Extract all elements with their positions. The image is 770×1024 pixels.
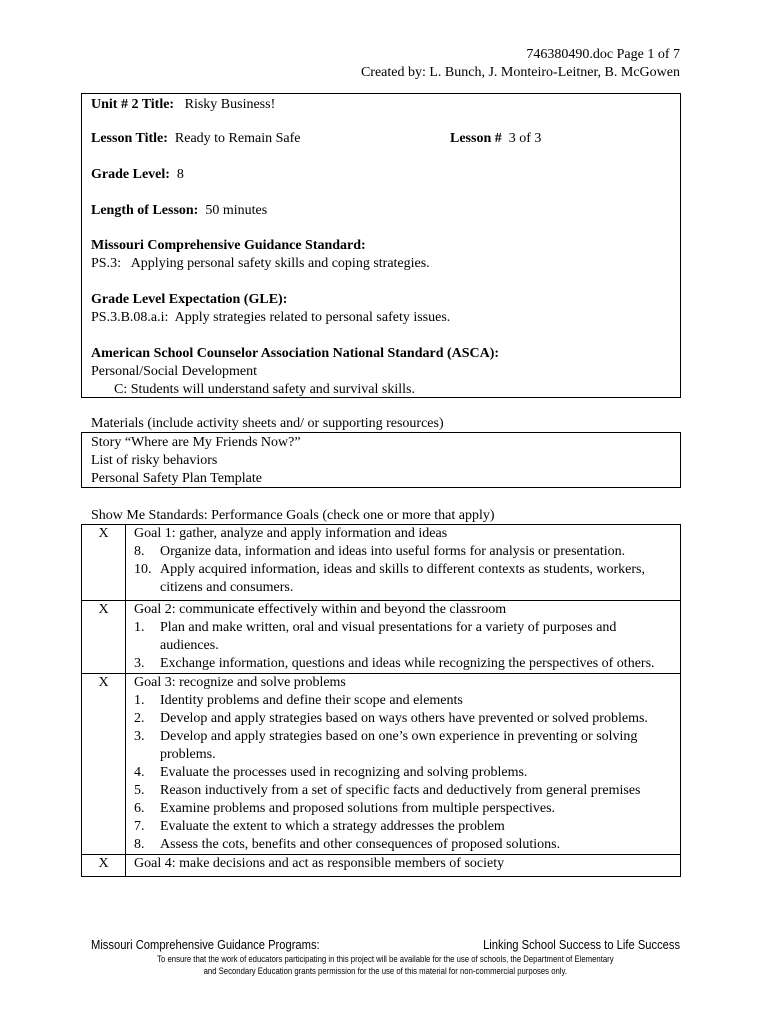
goal-item <box>134 782 676 800</box>
goal-content <box>126 674 681 855</box>
materials-item: Story “Where are My Friends Now?” <box>91 435 301 450</box>
created-by: Created by: L. Bunch, J. Monteiro-Leitner, B. McGowen <box>360 65 680 80</box>
asca-standard: C: Students will understand safety and survival skills. <box>114 382 415 397</box>
goal-item-number: 2. <box>134 711 145 726</box>
goal-title: Goal 4: make decisions and act as responsible members of society <box>134 856 505 871</box>
goal-item-text: Identity problems and define their scope and elements <box>160 693 463 708</box>
goal-item-number: 8. <box>134 544 145 559</box>
lesson-length-label: Length of Lesson: <box>91 203 199 218</box>
goal-item-number: 6. <box>134 801 145 816</box>
goal-item <box>134 710 676 728</box>
goal-item-number: 3. <box>134 656 145 671</box>
lesson-title-value: Ready to Remain Safe <box>174 131 301 146</box>
unit-title-label: Unit # 2 Title: <box>91 97 175 112</box>
goal-content <box>126 601 681 674</box>
goal-item-text: Reason inductively from a set of specific facts and deductively from general premises <box>160 783 641 798</box>
goal-item-number: 7. <box>134 819 145 834</box>
goal-item-text: Plan and make written, oral and visual presentations for a variety of purposes and audiences. <box>160 620 617 653</box>
goal-item <box>134 561 676 597</box>
lesson-length-value: 50 minutes <box>205 203 268 218</box>
goal-item-text: Organize data, information and ideas into useful forms for analysis or presentation. <box>160 544 626 559</box>
goal-item <box>134 655 676 673</box>
goal-item-text: Apply acquired information, ideas and skills to different contexts as students, workers, citizens and consumers. <box>160 562 645 595</box>
goal-item <box>134 728 676 764</box>
unit-title-value: Risky Business! <box>184 97 276 112</box>
doc-page-info: 746380490.doc Page 1 of 7 <box>526 47 680 62</box>
goal-item <box>134 619 676 655</box>
goal-check-mark: X <box>82 674 126 855</box>
mcgs-label: Missouri Comprehensive Guidance Standard: <box>91 238 366 253</box>
goal-row <box>82 601 681 674</box>
goal-check-mark: X <box>82 601 126 674</box>
goal-title: Goal 3: recognize and solve problems <box>134 675 346 690</box>
gle-label: Grade Level Expectation (GLE): <box>91 292 288 307</box>
notice-text: and Secondary Education grants permission for the use of this material for non-commercial purposes only. <box>203 966 567 976</box>
goal-item-text: Develop and apply strategies based on one’s own experience in preventing or solving problems. <box>160 729 638 762</box>
goal-item-number: 5. <box>134 783 145 798</box>
goal-item <box>134 692 676 710</box>
goal-item-text: Exchange information, questions and ideas while recognizing the perspectives of others. <box>160 656 655 671</box>
goal-check-mark: X <box>82 525 126 601</box>
lesson-number-line <box>450 130 541 148</box>
goal-item-number: 4. <box>134 765 145 780</box>
materials-item: List of risky behaviors <box>91 453 218 468</box>
lesson-title-line <box>91 130 300 148</box>
show-me-label: Show Me Standards: Performance Goals (check one or more that apply) <box>91 508 495 523</box>
goal-item-number: 1. <box>134 693 145 708</box>
footer-notice-line-2 <box>0 966 770 977</box>
goal-item-text: Assess the cots, benefits and other consequences of proposed solutions. <box>160 837 561 852</box>
goal-title: Goal 1: gather, analyze and apply information and ideas <box>134 526 448 541</box>
asca-domain: Personal/Social Development <box>91 364 258 379</box>
footer-program-name: Missouri Comprehensive Guidance Programs: <box>91 937 320 952</box>
lesson-info-box <box>81 93 681 398</box>
goal-item <box>134 764 676 782</box>
goal-check-mark: X <box>82 855 126 877</box>
goal-row <box>82 525 681 601</box>
materials-label: Materials (include activity sheets and/ or supporting resources) <box>91 416 444 431</box>
gle-value: PS.3.B.08.a.i: Apply strategies related to personal safety issues. <box>91 310 451 325</box>
goal-row <box>82 674 681 855</box>
goal-item <box>134 543 676 561</box>
grade-level-value: 8 <box>176 167 184 182</box>
goal-item <box>134 800 676 818</box>
performance-goals-table <box>81 524 681 877</box>
goal-item-text: Develop and apply strategies based on ways others have prevented or solved problems. <box>160 711 648 726</box>
materials-item: Personal Safety Plan Template <box>91 471 263 486</box>
footer-notice-line-1 <box>0 954 770 965</box>
asca-label: American School Counselor Association National Standard (ASCA): <box>91 346 500 361</box>
goal-item-number: 1. <box>134 620 145 635</box>
notice-text: To ensure that the work of educators participating in this project will be available for the use of schools, the Department of Elementary <box>156 954 614 964</box>
goal-item-number: 10. <box>134 562 152 577</box>
grade-level-label: Grade Level: <box>91 167 170 182</box>
lesson-title-label: Lesson Title: <box>91 131 168 146</box>
goal-item <box>134 818 676 836</box>
goal-item <box>134 836 676 854</box>
materials-box <box>81 432 681 488</box>
goal-item-number: 8. <box>134 837 145 852</box>
unit-title-line <box>91 96 275 114</box>
goal-content <box>126 855 681 877</box>
goal-content <box>126 525 681 601</box>
goal-title: Goal 2: communicate effectively within and beyond the classroom <box>134 602 507 617</box>
footer-tagline: Linking School Success to Life Success <box>482 937 680 952</box>
mcgs-value: PS.3: Applying personal safety skills and coping strategies. <box>91 256 430 271</box>
goal-row <box>82 855 681 877</box>
goal-item-text: Evaluate the processes used in recognizing and solving problems. <box>160 765 528 780</box>
goal-item-text: Evaluate the extent to which a strategy addresses the problem <box>160 819 505 834</box>
page-header <box>361 46 680 82</box>
lesson-number-label: Lesson # <box>450 131 502 146</box>
lesson-length-line <box>91 202 267 220</box>
goal-item-number: 3. <box>134 729 145 744</box>
lesson-number-value: 3 of 3 <box>508 131 542 146</box>
grade-level-line <box>91 166 184 184</box>
goal-item-text: Examine problems and proposed solutions from multiple perspectives. <box>160 801 556 816</box>
